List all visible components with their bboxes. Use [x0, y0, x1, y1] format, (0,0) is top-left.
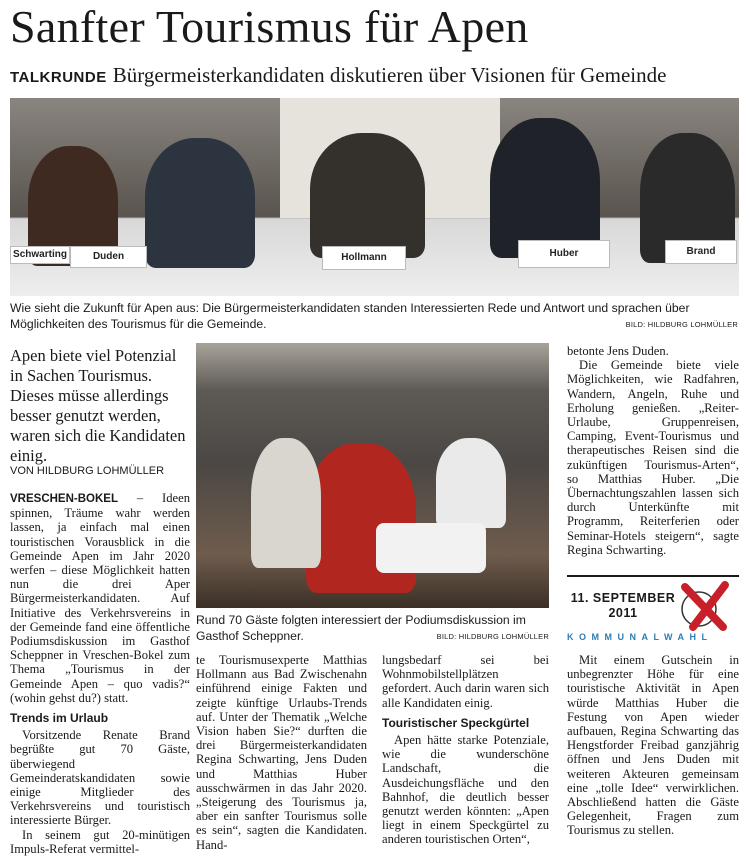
subheadline-row	[10, 62, 666, 91]
audience-photo	[196, 343, 549, 608]
author-byline: VON HILDBURG LOHMÜLLER	[10, 465, 165, 477]
article-column-4-top	[567, 344, 739, 557]
nameplate-brand: Brand	[665, 240, 737, 264]
nameplate-hollmann: Hollmann	[322, 246, 406, 270]
paragraph: te Tourismusexperte Matthias Hollmann aus Bad Zwischenahn einführend einige Fakten und zeigte künftige Urlaubs-Trends auf. Unter der Thematik „Welche Vision haben Sie?“ durften die drei Bürgermeisterkandidaten Regina Schwarting, Jens Duden und Matthias Huber ausschwärmen in das Jahr 2020. „Steigerung des Tourismus ja, aber ein sanfter Tourismus solle es sein“, sagten die Kandidaten. Hand-	[196, 653, 367, 852]
dateline: VRESCHEN-BOKEL	[10, 493, 118, 505]
election-date-line2: 2011	[608, 606, 638, 620]
paragraph: Vorsitzende Renate Brand begrüßte gut 70 Gäste, überwiegend Gemeinderatskandidaten sowie einige Mitglieder des Verkehrsvereins und touristisch interessierte Bürger.	[10, 728, 190, 828]
photo1-caption: Wie sieht die Zukunft für Apen aus: Die Bürgermeisterkandidaten standen Interessierten Rede und Antwort und sprachen über Möglichkeiten des Tourismus für die Gemeinde.	[10, 301, 690, 331]
photo2-credit: BILD: HILDBURG LOHMÜLLER	[436, 632, 549, 641]
headline: Sanfter Tourismus für Apen	[10, 1, 529, 52]
photo1-credit: BILD: HILDBURG LOHMÜLLER	[625, 320, 738, 329]
person-huber	[490, 118, 600, 258]
article-column-3	[382, 653, 549, 847]
paragraph-text: – Ideen spinnen, Träume wahr werden lassen, ja einfach mal einen touristischen Vorausblick in die Gemeinde Apen im Jahr 2020 werfen – diese Möglichkeit hatten nun die drei Aper Bürgermeisterkandidaten. Auf Initiative des Verkehrsvereins in der Gemeinde fand eine öffentliche Podiumsdiskussion im Gasthof Scheppner in Vreschen-Bokel zum Thema „Tourismus in der Gemeinde Apen – quo vadis?“ (wohin gehst du?) statt.	[10, 491, 190, 705]
election-datebox	[567, 585, 739, 645]
subheading-speckguertel: Touristischer Speckgürtel	[382, 715, 530, 730]
person-hollmann	[310, 133, 425, 258]
nameplate-duden: Duden	[70, 246, 147, 268]
person-duden	[145, 138, 255, 268]
election-date	[567, 591, 679, 621]
kommunalwahl-label: KOMMUNALWAHL	[567, 632, 713, 642]
paragraph: betonte Jens Duden.	[567, 344, 669, 358]
ballot-cross-icon	[677, 581, 737, 631]
lead-text: Apen biete viel Potenzial in Sachen Tourismus. Dieses müsse allerdings besser genutzt werden, waren sich die Kandidaten einig.	[10, 346, 186, 465]
datebox-rule	[567, 575, 739, 577]
person-grey-hair	[251, 438, 321, 568]
kicker: TALKRUNDE	[10, 69, 107, 86]
table	[376, 523, 486, 573]
nameplate-huber: Huber	[518, 240, 610, 268]
article-column-2	[196, 653, 367, 852]
election-date-line1: 11. SEPTEMBER	[570, 591, 676, 605]
paragraph: lungsbedarf sei bei Wohnmobilstellplätzen gefordert. Auch darin waren sich alle Kandidaten einig.	[382, 653, 549, 710]
paragraph: Die Gemeinde biete viele Möglichkeiten, wie Radfahren, Wandern, Angeln, Ruhe und Erholung genießen. „Reiter-Urlaube, Gruppenreisen, Camping, Event-Tourismus und therapeutisches Reisen sind die zukünftigen Tourismus-Arten“, so Matthias Huber. „Die Übernachtungszahlen lassen sich durch Unterkünfte mit Programm, Reiterferien oder Seminar-Hotels steigern“, sagte Regina Schwarting.	[567, 358, 739, 557]
paragraph	[10, 491, 190, 705]
paragraph: Mit einem Gutschein in unbegrenzter Höhe für eine touristische Aktivität in Apen würde Matthias Huber die Festung von Apen wieder aufbauen, Regina Schwarting das Hengstforder Freibad ganzjährig öffnen und Jens Duden mit weiteren Akteuren gemeinsam eine „tolle Idee“ verwirklichen. Abschließend hatten die Gäste Gelegenheit, Fragen zum Tourismus zu stellen.	[567, 653, 739, 838]
subheading-trends: Trends im Urlaub	[10, 711, 109, 726]
nameplate-schwarting: Schwarting	[10, 246, 70, 264]
photo2-caption: Rund 70 Gäste folgten interessiert der Podiumsdiskussion im Gasthof Scheppner.	[196, 613, 526, 643]
subheadline: Bürgermeisterkandidaten diskutieren über Visionen für Gemeinde	[112, 63, 667, 87]
article-column-1	[10, 491, 190, 856]
paragraph: Apen hätte starke Potenziale, wie die wunderschöne Landschaft, die Ausdeichungsfläche und den Bahnhof, die deutlich besser genutzt werden könnten: „Apen liegt in einem Speckgürtel zu anderen touristischen Orten“,	[382, 733, 549, 847]
article-column-4-bottom	[567, 653, 739, 838]
paragraph: In seinem gut 20-minütigen Impuls-Referat vermittel-	[10, 827, 190, 856]
person-white-shirt	[436, 438, 506, 528]
podium-photo	[10, 98, 739, 296]
